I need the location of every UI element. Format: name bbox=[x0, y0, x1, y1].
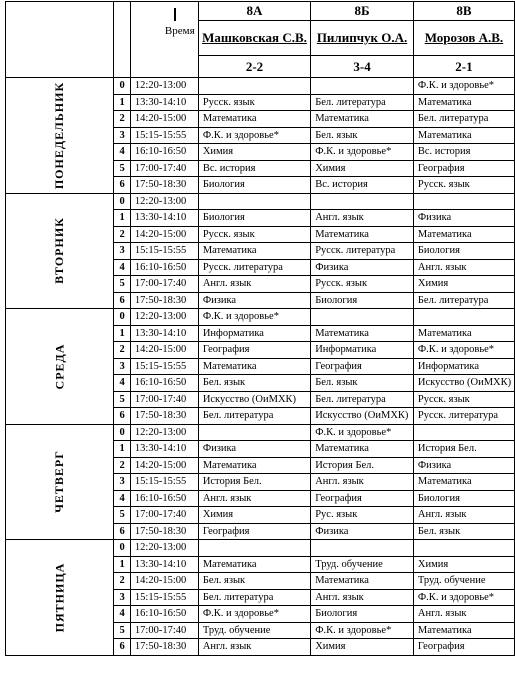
grade-header-row bbox=[6, 2, 515, 21]
lesson-time: 12:20-13:00 bbox=[130, 540, 198, 557]
lesson-8a: Химия bbox=[198, 507, 310, 524]
lesson-time: 17:00-17:40 bbox=[130, 160, 198, 177]
lesson-8v: Физика bbox=[413, 210, 514, 227]
lesson-time: 16:10-16:50 bbox=[130, 490, 198, 507]
lesson-8a: Искусство (ОиМХК) bbox=[198, 391, 310, 408]
time-header-cell bbox=[130, 2, 198, 78]
lesson-number: 4 bbox=[114, 606, 131, 623]
room-8v: 2-1 bbox=[413, 56, 514, 78]
lesson-time: 13:30-14:10 bbox=[130, 325, 198, 342]
lesson-time: 12:20-13:00 bbox=[130, 78, 198, 95]
lesson-8b: География bbox=[311, 358, 414, 375]
lesson-8a bbox=[198, 424, 310, 441]
lesson-8b: Искусство (ОиМХК) bbox=[311, 408, 414, 425]
lesson-8a: Русск. литература bbox=[198, 259, 310, 276]
lesson-number: 2 bbox=[114, 573, 131, 590]
lesson-8a: Математика bbox=[198, 358, 310, 375]
lesson-number: 3 bbox=[114, 243, 131, 260]
lesson-time: 15:15-15:55 bbox=[130, 474, 198, 491]
lesson-8v: Математика bbox=[413, 325, 514, 342]
lesson-8v: Русск. литература bbox=[413, 408, 514, 425]
corner-cell-num bbox=[114, 2, 131, 78]
lesson-8v: Биология bbox=[413, 243, 514, 260]
lesson-8b: Химия bbox=[311, 639, 414, 656]
lesson-8b: Вс. история bbox=[311, 177, 414, 194]
lesson-time: 17:00-17:40 bbox=[130, 276, 198, 293]
lesson-number: 1 bbox=[114, 441, 131, 458]
lesson-number: 1 bbox=[114, 325, 131, 342]
lesson-8a: Математика bbox=[198, 243, 310, 260]
lesson-8b: Математика bbox=[311, 325, 414, 342]
lesson-time: 17:50-18:30 bbox=[130, 639, 198, 656]
day-cell bbox=[6, 424, 114, 540]
lesson-8a bbox=[198, 78, 310, 95]
day-label: ВТОРНИК bbox=[52, 217, 67, 285]
lesson-number: 6 bbox=[114, 408, 131, 425]
lesson-number: 2 bbox=[114, 111, 131, 128]
lesson-8v: Химия bbox=[413, 556, 514, 573]
lesson-number: 1 bbox=[114, 94, 131, 111]
lesson-number: 3 bbox=[114, 589, 131, 606]
lesson-time: 15:15-15:55 bbox=[130, 358, 198, 375]
lesson-8v: Ф.К. и здоровье* bbox=[413, 589, 514, 606]
teacher-8b: Пилипчук О.А. bbox=[311, 21, 414, 56]
lesson-8v: Искусство (ОиМХК) bbox=[413, 375, 514, 392]
lesson-number: 6 bbox=[114, 523, 131, 540]
lesson-number: 0 bbox=[114, 540, 131, 557]
lesson-8a: Русск. язык bbox=[198, 226, 310, 243]
lesson-number: 0 bbox=[114, 424, 131, 441]
lesson-number: 6 bbox=[114, 177, 131, 194]
lesson-8v: Ф.К. и здоровье* bbox=[413, 78, 514, 95]
lesson-8a: Русск. язык bbox=[198, 94, 310, 111]
lesson-8a: Ф.К. и здоровье* bbox=[198, 606, 310, 623]
lesson-8b: Бел. литература bbox=[311, 391, 414, 408]
lesson-8b: Англ. язык bbox=[311, 474, 414, 491]
lesson-time: 14:20-15:00 bbox=[130, 573, 198, 590]
lesson-number: 4 bbox=[114, 259, 131, 276]
lesson-row bbox=[6, 78, 515, 95]
lesson-number: 4 bbox=[114, 144, 131, 161]
lesson-row bbox=[6, 540, 515, 557]
lesson-8b: Русск. язык bbox=[311, 276, 414, 293]
lesson-time: 13:30-14:10 bbox=[130, 556, 198, 573]
lesson-8a: Труд. обучение bbox=[198, 622, 310, 639]
lesson-8v: Математика bbox=[413, 127, 514, 144]
lesson-time: 17:00-17:40 bbox=[130, 391, 198, 408]
schedule-table bbox=[5, 1, 515, 656]
lesson-number: 3 bbox=[114, 474, 131, 491]
lesson-time: 12:20-13:00 bbox=[130, 193, 198, 210]
lesson-number: 6 bbox=[114, 292, 131, 309]
lesson-8a: Англ. язык bbox=[198, 490, 310, 507]
lesson-number: 6 bbox=[114, 639, 131, 656]
lesson-8b: Бел. язык bbox=[311, 127, 414, 144]
lesson-8b: Химия bbox=[311, 160, 414, 177]
lesson-8a bbox=[198, 540, 310, 557]
lesson-8a: Ф.К. и здоровье* bbox=[198, 127, 310, 144]
lesson-time: 14:20-15:00 bbox=[130, 111, 198, 128]
lesson-time: 13:30-14:10 bbox=[130, 94, 198, 111]
lesson-8v: Труд. обучение bbox=[413, 573, 514, 590]
lesson-8v: История Бел. bbox=[413, 441, 514, 458]
lesson-time: 13:30-14:10 bbox=[130, 441, 198, 458]
day-cell bbox=[6, 193, 114, 309]
lesson-8a: Математика bbox=[198, 457, 310, 474]
lesson-number: 3 bbox=[114, 127, 131, 144]
lesson-8b: Бел. язык bbox=[311, 375, 414, 392]
lesson-time: 16:10-16:50 bbox=[130, 144, 198, 161]
day-label: ПОНЕДЕЛЬНИК bbox=[52, 81, 67, 189]
lesson-8a: Физика bbox=[198, 441, 310, 458]
lesson-8b bbox=[311, 540, 414, 557]
lesson-8a: Информатика bbox=[198, 325, 310, 342]
time-header-mark bbox=[174, 8, 176, 21]
lesson-8a: Математика bbox=[198, 556, 310, 573]
lesson-8b: Математика bbox=[311, 226, 414, 243]
lesson-8b: Ф.К. и здоровье* bbox=[311, 424, 414, 441]
lesson-8b: Биология bbox=[311, 606, 414, 623]
lesson-8b: География bbox=[311, 490, 414, 507]
lesson-time: 17:50-18:30 bbox=[130, 292, 198, 309]
lesson-8v: Ф.К. и здоровье* bbox=[413, 342, 514, 359]
lesson-8v: География bbox=[413, 160, 514, 177]
lesson-8a: Бел. литература bbox=[198, 589, 310, 606]
lesson-8v: Биология bbox=[413, 490, 514, 507]
lesson-number: 3 bbox=[114, 358, 131, 375]
lesson-number: 5 bbox=[114, 276, 131, 293]
lesson-time: 12:20-13:00 bbox=[130, 424, 198, 441]
lesson-number: 5 bbox=[114, 160, 131, 177]
lesson-8b bbox=[311, 309, 414, 326]
lesson-number: 2 bbox=[114, 457, 131, 474]
lesson-8a: Англ. язык bbox=[198, 276, 310, 293]
lesson-8b: Бел. литература bbox=[311, 94, 414, 111]
lesson-8v: Информатика bbox=[413, 358, 514, 375]
lesson-time: 15:15-15:55 bbox=[130, 243, 198, 260]
day-label: ЧЕТВЕРГ bbox=[52, 450, 67, 514]
lesson-8v: География bbox=[413, 639, 514, 656]
room-8b: 3-4 bbox=[311, 56, 414, 78]
lesson-8b: Математика bbox=[311, 573, 414, 590]
lesson-8b: Физика bbox=[311, 523, 414, 540]
lesson-row bbox=[6, 309, 515, 326]
lesson-time: 17:00-17:40 bbox=[130, 622, 198, 639]
lesson-time: 16:10-16:50 bbox=[130, 259, 198, 276]
lesson-8v: Математика bbox=[413, 226, 514, 243]
lesson-time: 16:10-16:50 bbox=[130, 606, 198, 623]
grade-8a: 8А bbox=[198, 2, 310, 21]
lesson-8v bbox=[413, 193, 514, 210]
lesson-time: 13:30-14:10 bbox=[130, 210, 198, 227]
lesson-8a: Биология bbox=[198, 177, 310, 194]
lesson-8v bbox=[413, 309, 514, 326]
lesson-8a: Математика bbox=[198, 111, 310, 128]
lesson-8b: Ф.К. и здоровье* bbox=[311, 622, 414, 639]
day-cell bbox=[6, 78, 114, 194]
lesson-time: 17:50-18:30 bbox=[130, 523, 198, 540]
lesson-number: 5 bbox=[114, 507, 131, 524]
lesson-8b: Англ. язык bbox=[311, 210, 414, 227]
lesson-time: 15:15-15:55 bbox=[130, 589, 198, 606]
day-cell bbox=[6, 309, 114, 425]
lesson-8b: Информатика bbox=[311, 342, 414, 359]
grade-8b: 8Б bbox=[311, 2, 414, 21]
lesson-8a: Химия bbox=[198, 144, 310, 161]
lesson-8v: Физика bbox=[413, 457, 514, 474]
lesson-8a: Бел. язык bbox=[198, 375, 310, 392]
lesson-8b: Труд. обучение bbox=[311, 556, 414, 573]
lesson-number: 4 bbox=[114, 375, 131, 392]
lesson-number: 5 bbox=[114, 391, 131, 408]
lesson-time: 16:10-16:50 bbox=[130, 375, 198, 392]
lesson-8a: География bbox=[198, 342, 310, 359]
lesson-8a: Биология bbox=[198, 210, 310, 227]
lesson-8v: Бел. литература bbox=[413, 111, 514, 128]
lesson-number: 5 bbox=[114, 622, 131, 639]
lesson-8v: Химия bbox=[413, 276, 514, 293]
lesson-time: 17:50-18:30 bbox=[130, 177, 198, 194]
teacher-8a: Машковская С.В. bbox=[198, 21, 310, 56]
day-cell bbox=[6, 540, 114, 656]
lesson-8v: Вс. история bbox=[413, 144, 514, 161]
lesson-number: 0 bbox=[114, 309, 131, 326]
time-header-label: Время bbox=[164, 25, 195, 37]
lesson-number: 2 bbox=[114, 342, 131, 359]
lesson-row bbox=[6, 424, 515, 441]
lesson-8b: Русск. литература bbox=[311, 243, 414, 260]
teacher-8v: Морозов А.В. bbox=[413, 21, 514, 56]
lesson-8v: Русск. язык bbox=[413, 391, 514, 408]
lesson-time: 14:20-15:00 bbox=[130, 226, 198, 243]
lesson-8a: Бел. литература bbox=[198, 408, 310, 425]
lesson-time: 14:20-15:00 bbox=[130, 457, 198, 474]
lesson-8a bbox=[198, 193, 310, 210]
lesson-time: 17:00-17:40 bbox=[130, 507, 198, 524]
lesson-8v: Математика bbox=[413, 474, 514, 491]
lesson-8b: История Бел. bbox=[311, 457, 414, 474]
lesson-8b: Ф.К. и здоровье* bbox=[311, 144, 414, 161]
lesson-number: 4 bbox=[114, 490, 131, 507]
room-8a: 2-2 bbox=[198, 56, 310, 78]
lesson-8b bbox=[311, 193, 414, 210]
lesson-number: 0 bbox=[114, 193, 131, 210]
lesson-8a: История Бел. bbox=[198, 474, 310, 491]
lesson-8b: Рус. язык bbox=[311, 507, 414, 524]
lesson-8b: Математика bbox=[311, 111, 414, 128]
lesson-8a: Бел. язык bbox=[198, 573, 310, 590]
lesson-8b: Англ. язык bbox=[311, 589, 414, 606]
lesson-8v: Англ. язык bbox=[413, 507, 514, 524]
lesson-8a: Вс. история bbox=[198, 160, 310, 177]
lesson-8v bbox=[413, 424, 514, 441]
lesson-number: 0 bbox=[114, 78, 131, 95]
corner-cell-day bbox=[6, 2, 114, 78]
lesson-8b: Физика bbox=[311, 259, 414, 276]
grade-8v: 8В bbox=[413, 2, 514, 21]
lesson-8b: Математика bbox=[311, 441, 414, 458]
lesson-8a: Англ. язык bbox=[198, 639, 310, 656]
lesson-8v: Англ. язык bbox=[413, 259, 514, 276]
lesson-time: 14:20-15:00 bbox=[130, 342, 198, 359]
lesson-8a: География bbox=[198, 523, 310, 540]
lesson-8v: Математика bbox=[413, 622, 514, 639]
lesson-8v: Русск. язык bbox=[413, 177, 514, 194]
lesson-8v: Бел. язык bbox=[413, 523, 514, 540]
lesson-number: 1 bbox=[114, 210, 131, 227]
lesson-number: 2 bbox=[114, 226, 131, 243]
day-label: СРЕДА bbox=[52, 343, 67, 390]
lesson-time: 12:20-13:00 bbox=[130, 309, 198, 326]
day-label: ПЯТНИЦА bbox=[52, 562, 67, 633]
lesson-time: 17:50-18:30 bbox=[130, 408, 198, 425]
lesson-row bbox=[6, 193, 515, 210]
lesson-time: 15:15-15:55 bbox=[130, 127, 198, 144]
lesson-8a: Физика bbox=[198, 292, 310, 309]
lesson-8b bbox=[311, 78, 414, 95]
lesson-8v: Математика bbox=[413, 94, 514, 111]
lesson-8b: Биология bbox=[311, 292, 414, 309]
lesson-8v bbox=[413, 540, 514, 557]
lesson-8v: Бел. литература bbox=[413, 292, 514, 309]
lesson-8a: Ф.К. и здоровье* bbox=[198, 309, 310, 326]
lesson-number: 1 bbox=[114, 556, 131, 573]
lesson-8v: Англ. язык bbox=[413, 606, 514, 623]
